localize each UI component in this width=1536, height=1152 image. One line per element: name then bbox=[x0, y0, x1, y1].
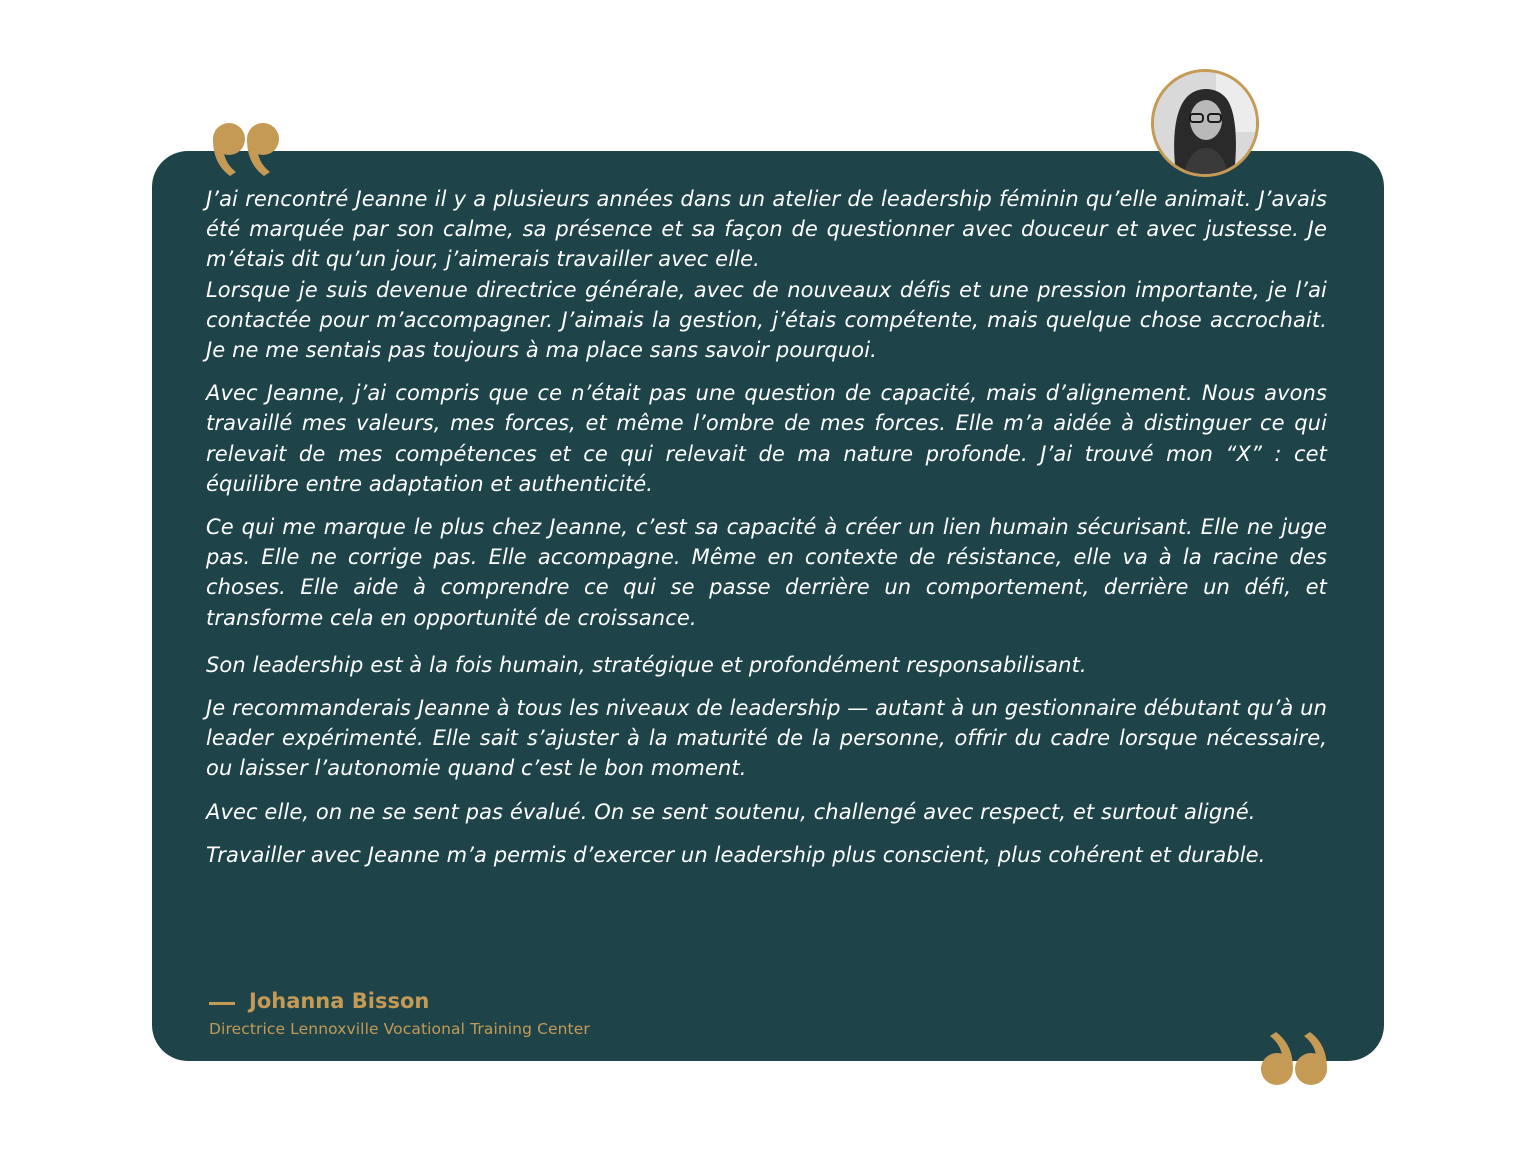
avatar-portrait-icon bbox=[1154, 72, 1256, 174]
quote-open-icon bbox=[210, 122, 282, 176]
testimonial-paragraph-7: Avec elle, on ne se sent pas évalué. On se sent soutenu, challengé avec respect, et surtout aligné. bbox=[206, 799, 1256, 824]
signature-name: Johanna Bisson bbox=[249, 989, 430, 1013]
testimonial-paragraph-6: Je recommanderais Jeanne à tous les niveaux de leadership — autant à un gestionnaire débutant qu’à un leader expérimenté. Elle sait s’ajuster à la maturité de la personne, offrir du cadre lorsque nécessaire, ou laisser l’autonomie quand c’est le bon moment. bbox=[206, 696, 1327, 781]
testimonial-paragraph-4: Ce qui me marque le plus chez Jeanne, c’est sa capacité à créer un lien humain sécurisant. Elle ne juge pas. Elle ne corrige pas. Elle accompagne. Même en contexte de résistance, elle va à la racine des choses. Elle aide à comprendre ce qui se passe derrière un comportement, derrière un défi, et transforme cela en opportunité de croissance. bbox=[206, 515, 1327, 630]
testimonial-paragraph-2: Lorsque je suis devenue directrice générale, avec de nouveaux défis et une pression importante, je l’ai contactée pour m’accompagner. J’aimais la gestion, j’étais compétente, mais quelque chose accrochait. Je ne me sentais pas toujours à ma place sans savoir pourquoi. bbox=[206, 277, 1327, 363]
testimonial-paragraph-3: Avec Jeanne, j’ai compris que ce n’était pas une question de capacité, mais d’alignement. Nous avons travaillé mes valeurs, mes forces, et même l’ombre de mes forces. Elle m’a aidée à distinguer ce qui relevait de mes compétences et ce qui relevait de ma nature profonde. J’ai trouvé mon “X” : cet équilibre entre adaptation et authenticité. bbox=[206, 381, 1327, 496]
signature-name-row bbox=[209, 986, 590, 1016]
signature-dash bbox=[209, 1002, 235, 1005]
avatar bbox=[1151, 69, 1259, 177]
testimonial-text bbox=[206, 184, 1327, 870]
signature bbox=[209, 986, 590, 1038]
testimonial-paragraph-8: Travailler avec Jeanne m’a permis d’exercer un leadership plus conscient, plus cohérent et durable. bbox=[206, 842, 1266, 867]
testimonial-paragraph-5: Son leadership est à la fois humain, stratégique et profondément responsabilisant. bbox=[206, 652, 1087, 677]
signature-title: Directrice Lennoxville Vocational Training Center bbox=[209, 1020, 590, 1038]
quote-close-icon bbox=[1258, 1032, 1330, 1086]
testimonial-paragraph-1: J’ai rencontré Jeanne il y a plusieurs années dans un atelier de leadership féminin qu’elle animait. J’avais été marquée par son calme, sa présence et sa façon de questionner avec douceur et avec justesse. Je m’étais dit qu’un jour, j’aimerais travailler avec elle. bbox=[206, 187, 1327, 272]
